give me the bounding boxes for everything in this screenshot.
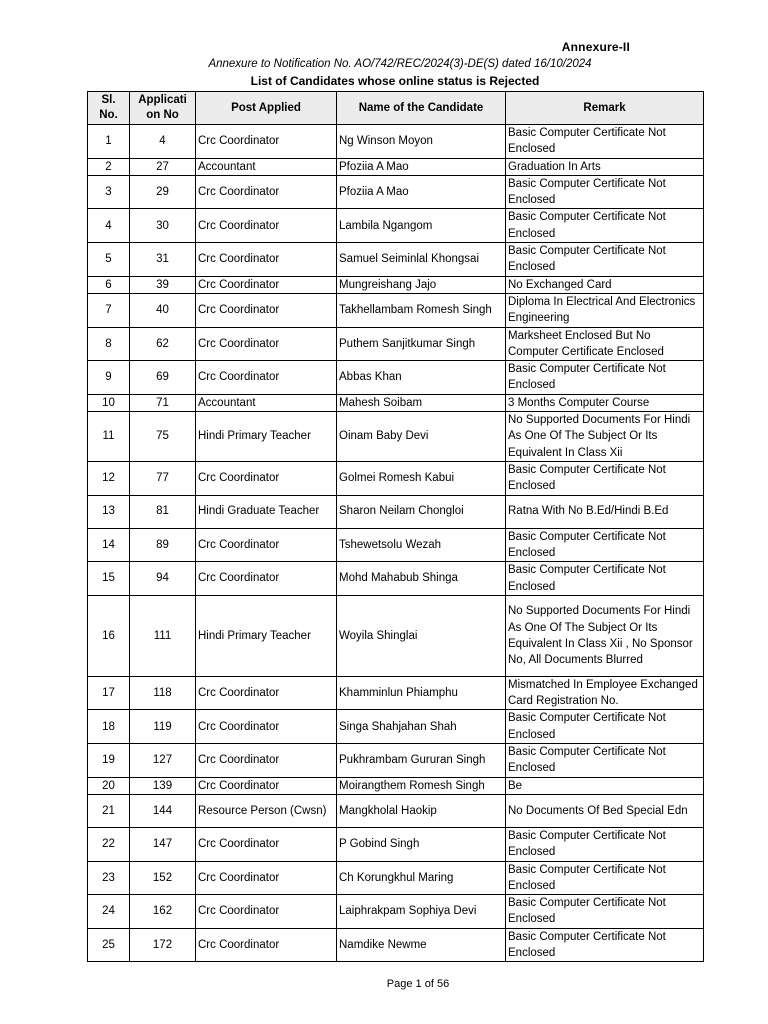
- cell-post-applied: Crc Coordinator: [196, 276, 337, 293]
- cell-candidate-name: Woyila Shinglai: [337, 595, 506, 676]
- table-row: [88, 209, 704, 243]
- table-row: [88, 744, 704, 778]
- cell-remark: Basic Computer Certificate Not Enclosed: [506, 125, 704, 159]
- cell-sl-no: 16: [88, 595, 130, 676]
- table-row: [88, 794, 704, 827]
- cell-sl-no: 11: [88, 412, 130, 462]
- cell-candidate-name: Moirangthem Romesh Singh: [337, 777, 506, 794]
- table-row: [88, 827, 704, 861]
- table-row: [88, 327, 704, 361]
- cell-post-applied: Hindi Primary Teacher: [196, 595, 337, 676]
- cell-candidate-name: Pukhrambam Gururan Singh: [337, 744, 506, 778]
- table-body: [88, 125, 704, 962]
- cell-post-applied: Crc Coordinator: [196, 243, 337, 277]
- cell-sl-no: 6: [88, 276, 130, 293]
- cell-remark: Be: [506, 777, 704, 794]
- cell-post-applied: Accountant: [196, 394, 337, 411]
- table-row: [88, 928, 704, 962]
- column-header-sl-no: Sl. No.: [88, 92, 130, 125]
- cell-remark: Basic Computer Certificate Not Enclosed: [506, 895, 704, 929]
- cell-remark: Basic Computer Certificate Not Enclosed: [506, 827, 704, 861]
- cell-candidate-name: Golmei Romesh Kabui: [337, 462, 506, 496]
- cell-application-no: 118: [130, 676, 196, 710]
- table-row: [88, 462, 704, 496]
- cell-sl-no: 2: [88, 158, 130, 175]
- cell-remark: Basic Computer Certificate Not Enclosed: [506, 361, 704, 395]
- cell-post-applied: Crc Coordinator: [196, 928, 337, 962]
- cell-post-applied: Hindi Primary Teacher: [196, 412, 337, 462]
- cell-post-applied: Crc Coordinator: [196, 676, 337, 710]
- table-row: [88, 175, 704, 209]
- cell-sl-no: 12: [88, 462, 130, 496]
- cell-post-applied: Resource Person (Cwsn): [196, 794, 337, 827]
- rejected-candidates-table: [87, 91, 704, 962]
- table-row: [88, 895, 704, 929]
- cell-sl-no: 24: [88, 895, 130, 929]
- cell-sl-no: 20: [88, 777, 130, 794]
- cell-application-no: 152: [130, 861, 196, 895]
- table-row: [88, 495, 704, 528]
- cell-remark: No Exchanged Card: [506, 276, 704, 293]
- cell-sl-no: 7: [88, 293, 130, 327]
- cell-application-no: 77: [130, 462, 196, 496]
- cell-candidate-name: Pfoziia A Mao: [337, 158, 506, 175]
- annexure-label: Annexure-II: [561, 40, 630, 54]
- cell-sl-no: 19: [88, 744, 130, 778]
- cell-application-no: 127: [130, 744, 196, 778]
- cell-post-applied: Crc Coordinator: [196, 861, 337, 895]
- cell-post-applied: Crc Coordinator: [196, 327, 337, 361]
- cell-post-applied: Crc Coordinator: [196, 744, 337, 778]
- cell-remark: 3 Months Computer Course: [506, 394, 704, 411]
- cell-sl-no: 21: [88, 794, 130, 827]
- cell-remark: Basic Computer Certificate Not Enclosed: [506, 175, 704, 209]
- cell-sl-no: 5: [88, 243, 130, 277]
- table-row: [88, 361, 704, 395]
- cell-post-applied: Crc Coordinator: [196, 710, 337, 744]
- cell-candidate-name: Singa Shahjahan Shah: [337, 710, 506, 744]
- cell-post-applied: Crc Coordinator: [196, 777, 337, 794]
- cell-application-no: 39: [130, 276, 196, 293]
- cell-application-no: 29: [130, 175, 196, 209]
- cell-remark: Basic Computer Certificate Not Enclosed: [506, 928, 704, 962]
- cell-sl-no: 3: [88, 175, 130, 209]
- cell-candidate-name: Samuel Seiminlal Khongsai: [337, 243, 506, 277]
- cell-sl-no: 22: [88, 827, 130, 861]
- table-row: [88, 676, 704, 710]
- cell-application-no: 94: [130, 562, 196, 596]
- cell-application-no: 31: [130, 243, 196, 277]
- cell-candidate-name: Sharon Neilam Chongloi: [337, 495, 506, 528]
- cell-post-applied: Crc Coordinator: [196, 361, 337, 395]
- cell-candidate-name: Laiphrakpam Sophiya Devi: [337, 895, 506, 929]
- table-row: [88, 293, 704, 327]
- cell-candidate-name: Takhellambam Romesh Singh: [337, 293, 506, 327]
- cell-sl-no: 17: [88, 676, 130, 710]
- cell-remark: Basic Computer Certificate Not Enclosed: [506, 744, 704, 778]
- cell-candidate-name: Oinam Baby Devi: [337, 412, 506, 462]
- cell-application-no: 4: [130, 125, 196, 159]
- column-header-candidate-name: Name of the Candidate: [337, 92, 506, 125]
- table-header-row: [88, 92, 704, 125]
- cell-remark: No Supported Documents For Hindi As One Of The Subject Or Its Equivalent In Class Xii: [506, 412, 704, 462]
- cell-application-no: 62: [130, 327, 196, 361]
- page-number: Page 1 of 56: [386, 978, 450, 990]
- table-row: [88, 777, 704, 794]
- cell-remark: No Documents Of Bed Special Edn: [506, 794, 704, 827]
- cell-application-no: 89: [130, 528, 196, 562]
- cell-sl-no: 4: [88, 209, 130, 243]
- cell-application-no: 30: [130, 209, 196, 243]
- cell-application-no: 69: [130, 361, 196, 395]
- cell-post-applied: Crc Coordinator: [196, 175, 337, 209]
- cell-remark: Mismatched In Employee Exchanged Card Registration No.: [506, 676, 704, 710]
- cell-post-applied: Crc Coordinator: [196, 895, 337, 929]
- cell-application-no: 147: [130, 827, 196, 861]
- table-row: [88, 158, 704, 175]
- cell-post-applied: Crc Coordinator: [196, 462, 337, 496]
- cell-post-applied: Crc Coordinator: [196, 125, 337, 159]
- column-header-post-applied: Post Applied: [196, 92, 337, 125]
- table-row: [88, 595, 704, 676]
- cell-candidate-name: Khamminlun Phiamphu: [337, 676, 506, 710]
- cell-remark: Basic Computer Certificate Not Enclosed: [506, 462, 704, 496]
- cell-sl-no: 1: [88, 125, 130, 159]
- cell-post-applied: Crc Coordinator: [196, 293, 337, 327]
- list-title: List of Candidates whose online status is Rejected: [250, 74, 540, 88]
- cell-remark: Basic Computer Certificate Not Enclosed: [506, 562, 704, 596]
- cell-post-applied: Accountant: [196, 158, 337, 175]
- cell-sl-no: 8: [88, 327, 130, 361]
- cell-sl-no: 13: [88, 495, 130, 528]
- cell-application-no: 111: [130, 595, 196, 676]
- table-row: [88, 243, 704, 277]
- cell-application-no: 81: [130, 495, 196, 528]
- cell-remark: Ratna With No B.Ed/Hindi B.Ed: [506, 495, 704, 528]
- cell-candidate-name: Mangkholal Haokip: [337, 794, 506, 827]
- cell-remark: Basic Computer Certificate Not Enclosed: [506, 710, 704, 744]
- notification-reference: Annexure to Notification No. AO/742/REC/2024(3)-DE(S) dated 16/10/2024: [208, 58, 592, 70]
- cell-remark: No Supported Documents For Hindi As One Of The Subject Or Its Equivalent In Class Xii , No Sponsor No, All Documents Blurred: [506, 595, 704, 676]
- cell-remark: Marksheet Enclosed But No Computer Certificate Enclosed: [506, 327, 704, 361]
- cell-candidate-name: Abbas Khan: [337, 361, 506, 395]
- cell-candidate-name: Ch Korungkhul Maring: [337, 861, 506, 895]
- cell-post-applied: Crc Coordinator: [196, 827, 337, 861]
- cell-post-applied: Hindi Graduate Teacher: [196, 495, 337, 528]
- cell-remark: Basic Computer Certificate Not Enclosed: [506, 209, 704, 243]
- cell-application-no: 40: [130, 293, 196, 327]
- cell-candidate-name: Mungreishang Jajo: [337, 276, 506, 293]
- cell-candidate-name: P Gobind Singh: [337, 827, 506, 861]
- cell-application-no: 162: [130, 895, 196, 929]
- cell-sl-no: 25: [88, 928, 130, 962]
- cell-application-no: 139: [130, 777, 196, 794]
- cell-candidate-name: Tshewetsolu Wezah: [337, 528, 506, 562]
- table-row: [88, 276, 704, 293]
- column-header-application-no: Applicati on No: [130, 92, 196, 125]
- cell-remark: Basic Computer Certificate Not Enclosed: [506, 528, 704, 562]
- table-row: [88, 412, 704, 462]
- cell-post-applied: Crc Coordinator: [196, 562, 337, 596]
- cell-remark: Basic Computer Certificate Not Enclosed: [506, 243, 704, 277]
- cell-candidate-name: Namdike Newme: [337, 928, 506, 962]
- cell-candidate-name: Ng Winson Moyon: [337, 125, 506, 159]
- cell-remark: Graduation In Arts: [506, 158, 704, 175]
- cell-candidate-name: Lambila Ngangom: [337, 209, 506, 243]
- table-row: [88, 562, 704, 596]
- column-header-remark: Remark: [506, 92, 704, 125]
- cell-candidate-name: Pfoziia A Mao: [337, 175, 506, 209]
- cell-sl-no: 10: [88, 394, 130, 411]
- cell-sl-no: 15: [88, 562, 130, 596]
- cell-remark: Basic Computer Certificate Not Enclosed: [506, 861, 704, 895]
- table-row: [88, 125, 704, 159]
- table-row: [88, 861, 704, 895]
- cell-candidate-name: Puthem Sanjitkumar Singh: [337, 327, 506, 361]
- cell-application-no: 27: [130, 158, 196, 175]
- cell-candidate-name: Mahesh Soibam: [337, 394, 506, 411]
- cell-post-applied: Crc Coordinator: [196, 209, 337, 243]
- cell-post-applied: Crc Coordinator: [196, 528, 337, 562]
- cell-remark: Diploma In Electrical And Electronics Engineering: [506, 293, 704, 327]
- cell-application-no: 172: [130, 928, 196, 962]
- cell-sl-no: 14: [88, 528, 130, 562]
- cell-sl-no: 9: [88, 361, 130, 395]
- table-row: [88, 710, 704, 744]
- cell-sl-no: 23: [88, 861, 130, 895]
- cell-application-no: 71: [130, 394, 196, 411]
- cell-application-no: 75: [130, 412, 196, 462]
- cell-application-no: 144: [130, 794, 196, 827]
- cell-sl-no: 18: [88, 710, 130, 744]
- table-row: [88, 394, 704, 411]
- table-row: [88, 528, 704, 562]
- cell-candidate-name: Mohd Mahabub Shinga: [337, 562, 506, 596]
- cell-application-no: 119: [130, 710, 196, 744]
